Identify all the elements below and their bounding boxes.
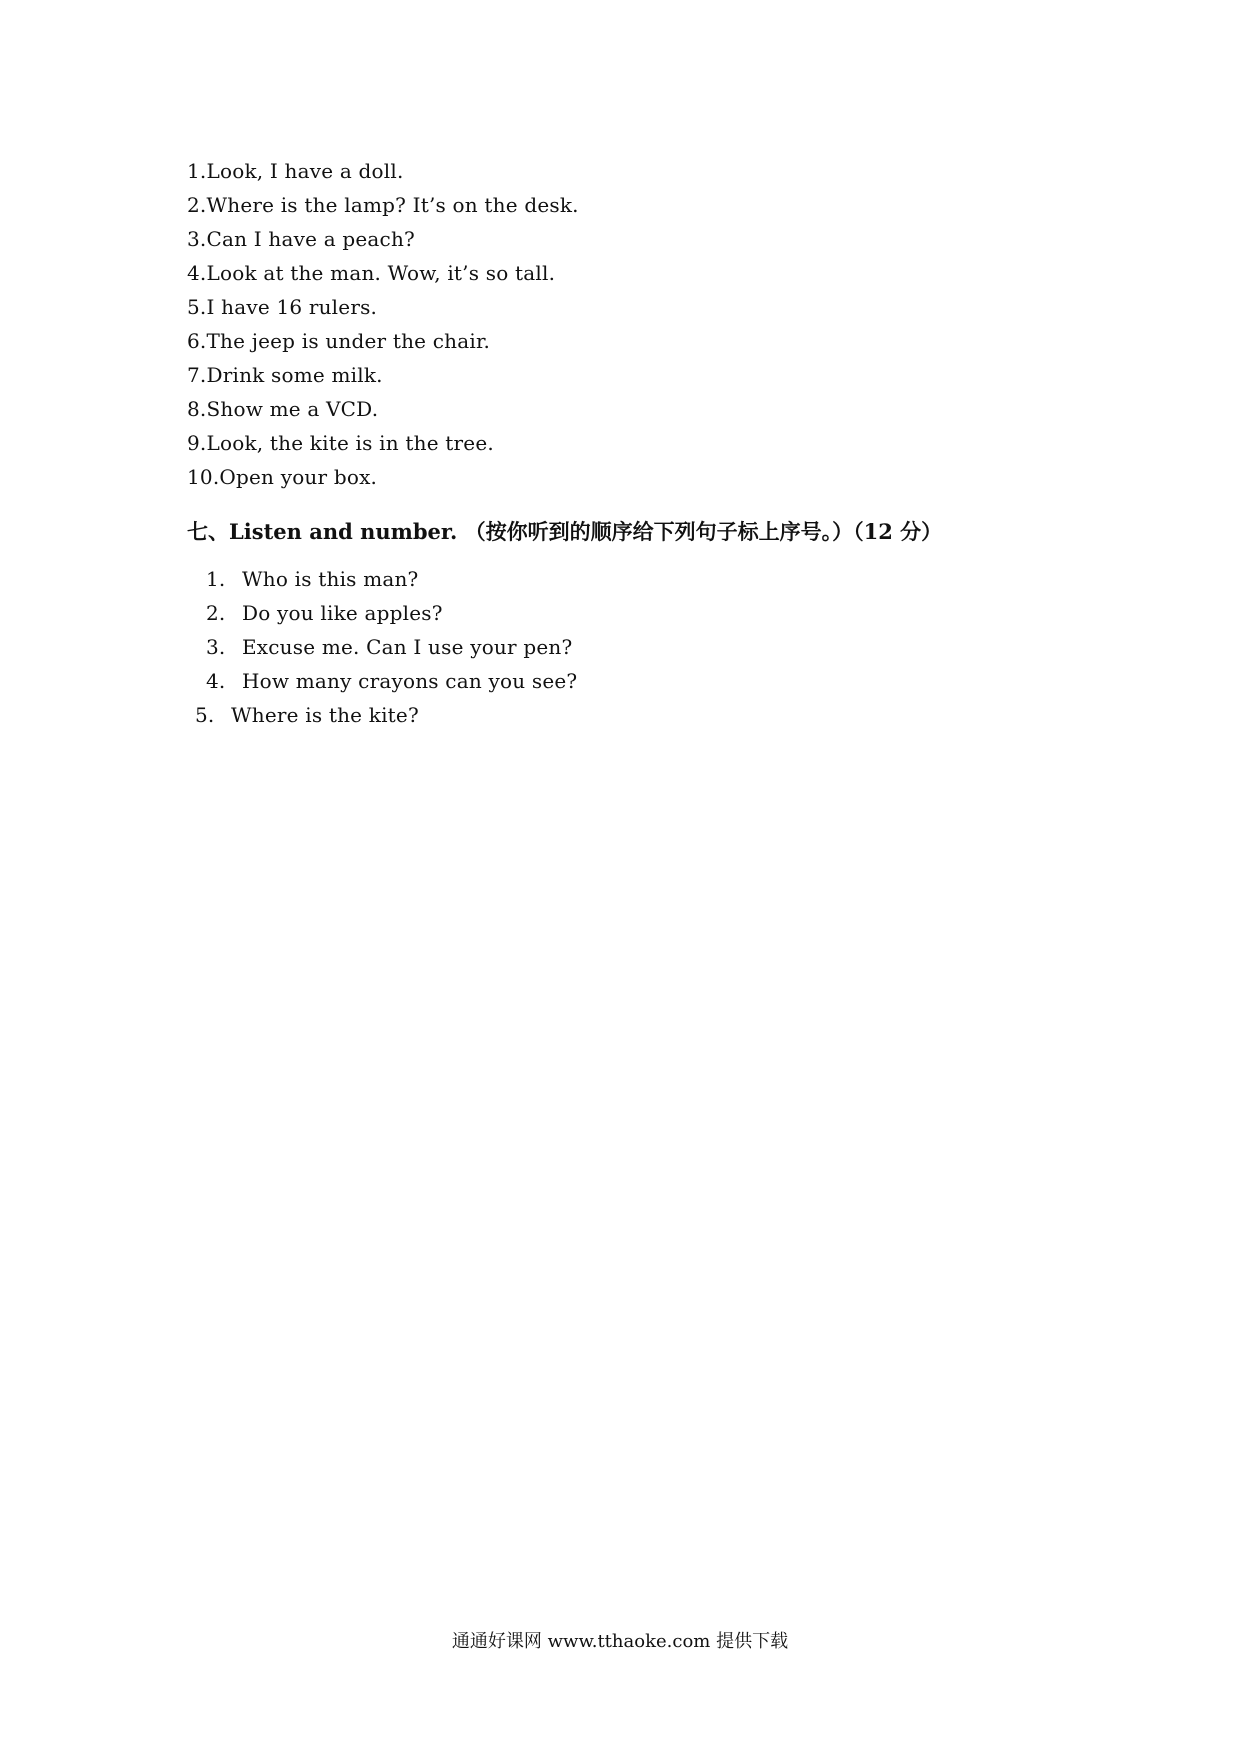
item-number: 7. xyxy=(187,363,207,387)
item-number: 3. xyxy=(187,227,207,251)
item-text: Can I have a peach? xyxy=(206,227,415,251)
item-number: 1. xyxy=(187,159,207,183)
list-item xyxy=(206,630,577,664)
item-text: Where is the lamp? It’s on the desk. xyxy=(206,193,579,217)
listen-and-number-list xyxy=(195,562,578,732)
page-footer: 通通好课网 www.tthaoke.com 提供下载 xyxy=(451,1631,789,1652)
item-text: Drink some milk. xyxy=(206,363,383,387)
item-text: I have 16 rulers. xyxy=(206,295,378,319)
item-text: Look, I have a doll. xyxy=(206,159,404,183)
listening-script-list xyxy=(187,154,579,494)
item-number: 8. xyxy=(187,397,207,421)
item-number: 9. xyxy=(187,431,207,455)
item-text: Who is this man? xyxy=(242,567,419,591)
section-heading: 七、Listen and number. （按你听到的顺序给下列句子标上序号。）（12 分） xyxy=(187,519,943,544)
list-item xyxy=(187,358,579,392)
list-item xyxy=(187,222,579,256)
item-number: 5. xyxy=(195,703,215,727)
item-number: 5. xyxy=(187,295,207,319)
list-item xyxy=(187,188,579,222)
item-text: Look, the kite is in the tree. xyxy=(206,431,494,455)
list-item xyxy=(206,596,577,630)
list-item xyxy=(187,392,579,426)
item-number: 2. xyxy=(187,193,207,217)
list-item xyxy=(187,256,579,290)
list-item xyxy=(187,460,579,494)
list-item xyxy=(187,426,579,460)
item-text: The jeep is under the chair. xyxy=(206,329,491,353)
list-item xyxy=(187,290,579,324)
item-text: Where is the kite? xyxy=(231,703,419,727)
item-text: Open your box. xyxy=(219,465,378,489)
item-text: Do you like apples? xyxy=(242,601,443,625)
list-item xyxy=(187,324,579,358)
item-text: How many crayons can you see? xyxy=(242,669,578,693)
list-item xyxy=(206,664,577,698)
list-item xyxy=(195,698,577,732)
item-number: 6. xyxy=(187,329,207,353)
list-item xyxy=(206,562,577,596)
item-number: 4. xyxy=(206,669,226,693)
list-item xyxy=(187,154,579,188)
item-number: 10. xyxy=(187,465,220,489)
item-text: Look at the man. Wow, it’s so tall. xyxy=(206,261,556,285)
item-number: 1. xyxy=(206,567,226,591)
item-number: 4. xyxy=(187,261,207,285)
item-text: Excuse me. Can I use your pen? xyxy=(242,635,573,659)
item-number: 2. xyxy=(206,601,226,625)
item-number: 3. xyxy=(206,635,226,659)
item-text: Show me a VCD. xyxy=(206,397,379,421)
